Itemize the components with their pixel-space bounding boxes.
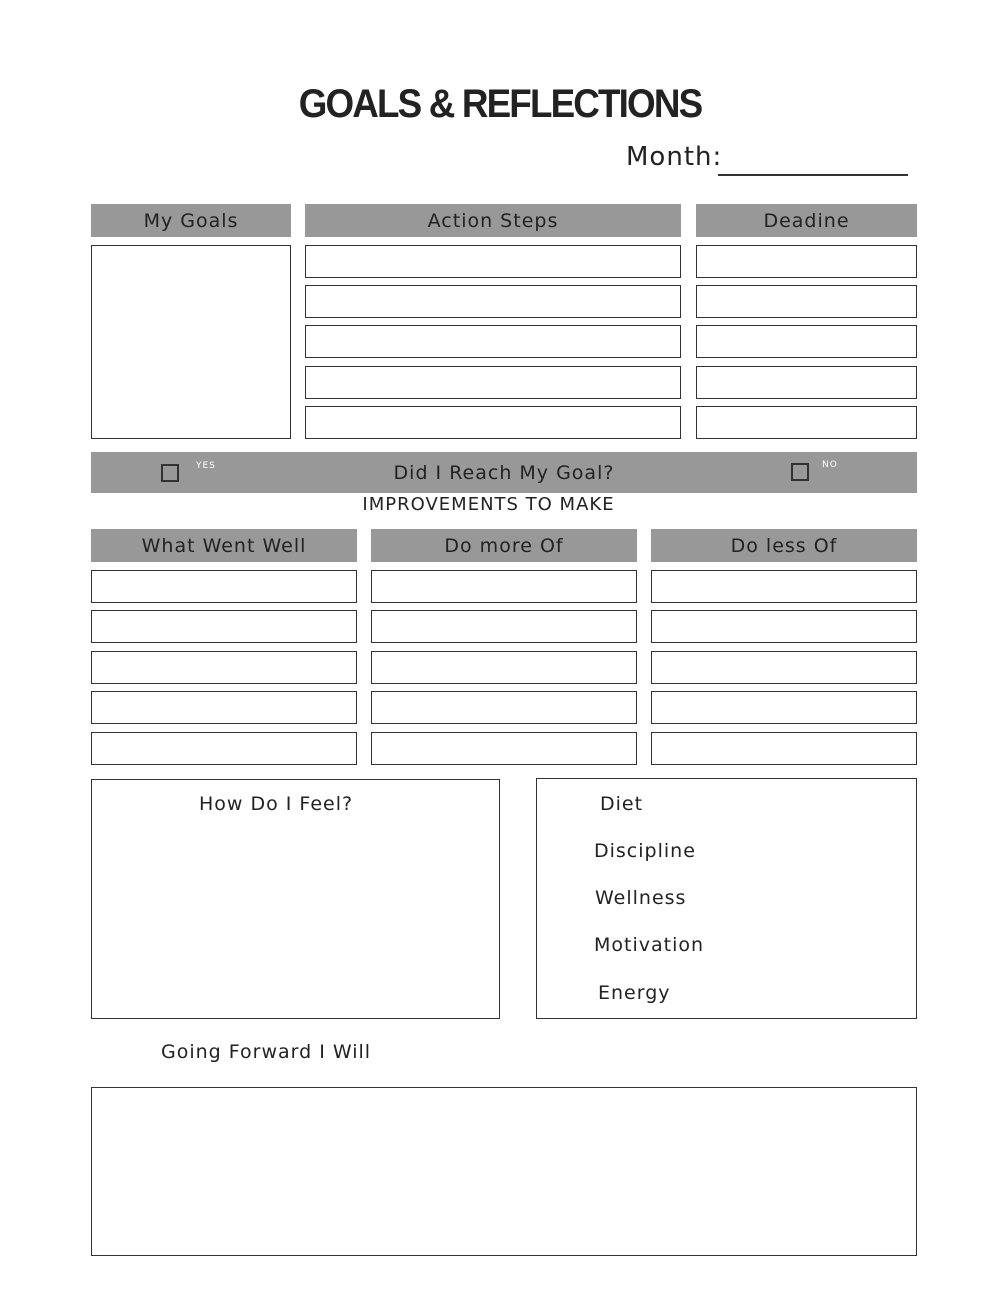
do-less-field[interactable]: [651, 651, 917, 684]
went-well-field[interactable]: [91, 691, 357, 724]
no-label: NO: [822, 460, 838, 470]
page-title: GOALS & REFLECTIONS: [298, 82, 702, 126]
ratings-box[interactable]: [536, 778, 917, 1019]
yes-checkbox[interactable]: [161, 464, 179, 482]
goal-reached-question: Did I Reach My Goal?: [393, 461, 615, 484]
do-less-field[interactable]: [651, 691, 917, 724]
do-more-field[interactable]: [371, 691, 637, 724]
header-do-more-of: Do more Of: [371, 529, 637, 562]
went-well-field[interactable]: [91, 610, 357, 643]
deadline-field[interactable]: [696, 245, 917, 278]
deadline-field[interactable]: [696, 285, 917, 318]
rating-discipline: Discipline: [594, 840, 696, 862]
went-well-field[interactable]: [91, 570, 357, 603]
going-forward-field[interactable]: [91, 1087, 917, 1256]
header-deadline: Deadine: [696, 204, 917, 237]
do-more-field[interactable]: [371, 732, 637, 765]
went-well-field[interactable]: [91, 732, 357, 765]
no-checkbox[interactable]: [791, 463, 809, 481]
header-what-went-well: What Went Well: [91, 529, 357, 562]
do-less-field[interactable]: [651, 610, 917, 643]
my-goals-field[interactable]: [91, 245, 291, 439]
deadline-field[interactable]: [696, 325, 917, 358]
action-step-field[interactable]: [305, 366, 681, 399]
rating-motivation: Motivation: [594, 934, 705, 956]
going-forward-label: Going Forward I Will: [161, 1041, 372, 1063]
improvements-title: IMPROVEMENTS TO MAKE: [362, 494, 615, 515]
rating-energy: Energy: [598, 982, 671, 1004]
went-well-field[interactable]: [91, 651, 357, 684]
do-less-field[interactable]: [651, 570, 917, 603]
rating-wellness: Wellness: [595, 887, 687, 909]
do-more-field[interactable]: [371, 610, 637, 643]
do-less-field[interactable]: [651, 732, 917, 765]
month-input-line[interactable]: [718, 174, 908, 176]
header-my-goals: My Goals: [91, 204, 291, 237]
action-step-field[interactable]: [305, 325, 681, 358]
do-more-field[interactable]: [371, 570, 637, 603]
deadline-field[interactable]: [696, 406, 917, 439]
how-do-i-feel-field[interactable]: [91, 779, 500, 1019]
rating-diet: Diet: [600, 793, 644, 815]
header-do-less-of: Do less Of: [651, 529, 917, 562]
do-more-field[interactable]: [371, 651, 637, 684]
yes-label: YES: [196, 461, 216, 471]
deadline-field[interactable]: [696, 366, 917, 399]
action-step-field[interactable]: [305, 245, 681, 278]
action-step-field[interactable]: [305, 406, 681, 439]
month-label: Month:: [626, 142, 723, 172]
action-step-field[interactable]: [305, 285, 681, 318]
how-do-i-feel-label: How Do I Feel?: [199, 793, 354, 815]
header-action-steps: Action Steps: [305, 204, 681, 237]
